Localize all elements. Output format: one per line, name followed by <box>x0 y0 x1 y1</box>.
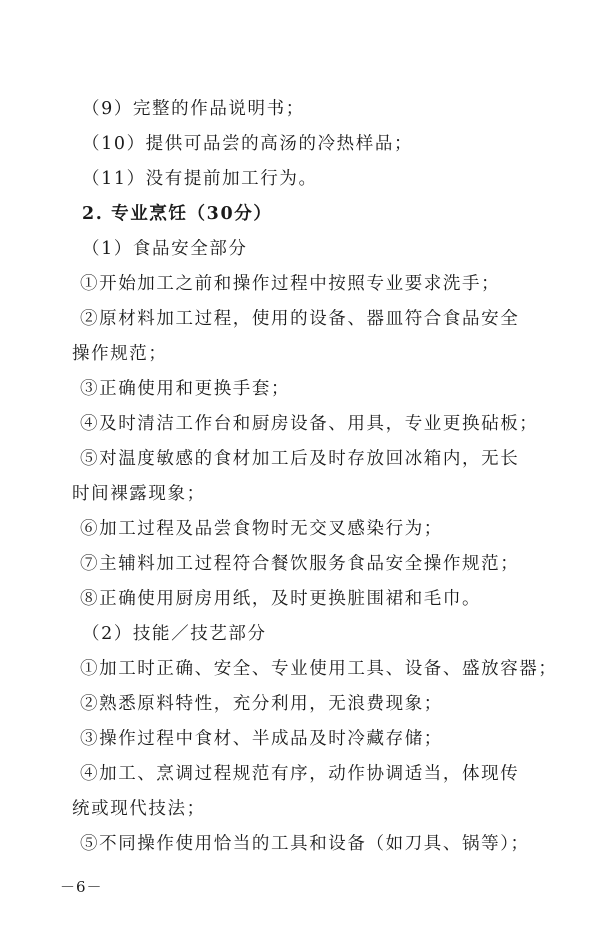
item-10-line: （10）提供可品尝的高汤的冷热样品； <box>82 134 414 154</box>
section-heading-professional-cooking: 2. 专业烹饪（30分） <box>82 204 273 224</box>
subsection-heading-skills: （2）技能／技艺部分 <box>82 624 267 644</box>
page-number: －6－ <box>60 878 103 896</box>
skills-item-5: ⑤不同操作使用恰当的工具和设备（如刀具、锅等）； <box>80 834 530 854</box>
skills-item-3: ③操作过程中食材、半成品及时冷藏存储； <box>80 729 443 749</box>
food-safety-item-3: ③正确使用和更换手套； <box>80 379 291 399</box>
skills-item-4: ④加工、烹调过程规范有序，动作协调适当，体现传 <box>80 764 520 784</box>
food-safety-item-4: ④及时清洁工作台和厨房设备、用具，专业更换砧板； <box>80 414 539 434</box>
skills-item-4-continued: 统或现代技法； <box>72 799 206 819</box>
food-safety-item-7: ⑦主辅料加工过程符合餐饮服务食品安全操作规范； <box>80 554 520 574</box>
food-safety-item-5-continued: 时间裸露现象； <box>72 484 206 504</box>
subsection-heading-food-safety: （1）食品安全部分 <box>82 239 248 259</box>
food-safety-item-8: ⑧正确使用厨房用纸，及时更换脏围裙和毛巾。 <box>80 589 482 609</box>
skills-item-2: ②熟悉原料特性，充分利用，无浪费现象； <box>80 694 443 714</box>
food-safety-item-2: ②原材料加工过程，使用的设备、器皿符合食品安全 <box>80 309 520 329</box>
food-safety-item-6: ⑥加工过程及品尝食物时无交叉感染行为； <box>80 519 443 539</box>
food-safety-item-1: ①开始加工之前和操作过程中按照专业要求洗手； <box>80 274 501 294</box>
food-safety-item-5: ⑤对温度敏感的食材加工后及时存放回冰箱内，无长 <box>80 449 520 469</box>
food-safety-item-2-continued: 操作规范； <box>72 344 168 364</box>
skills-item-1: ①加工时正确、安全、专业使用工具、设备、盛放容器； <box>80 659 558 679</box>
item-11-line: （11）没有提前加工行为。 <box>82 169 318 189</box>
item-9-line: （9）完整的作品说明书； <box>82 99 305 119</box>
